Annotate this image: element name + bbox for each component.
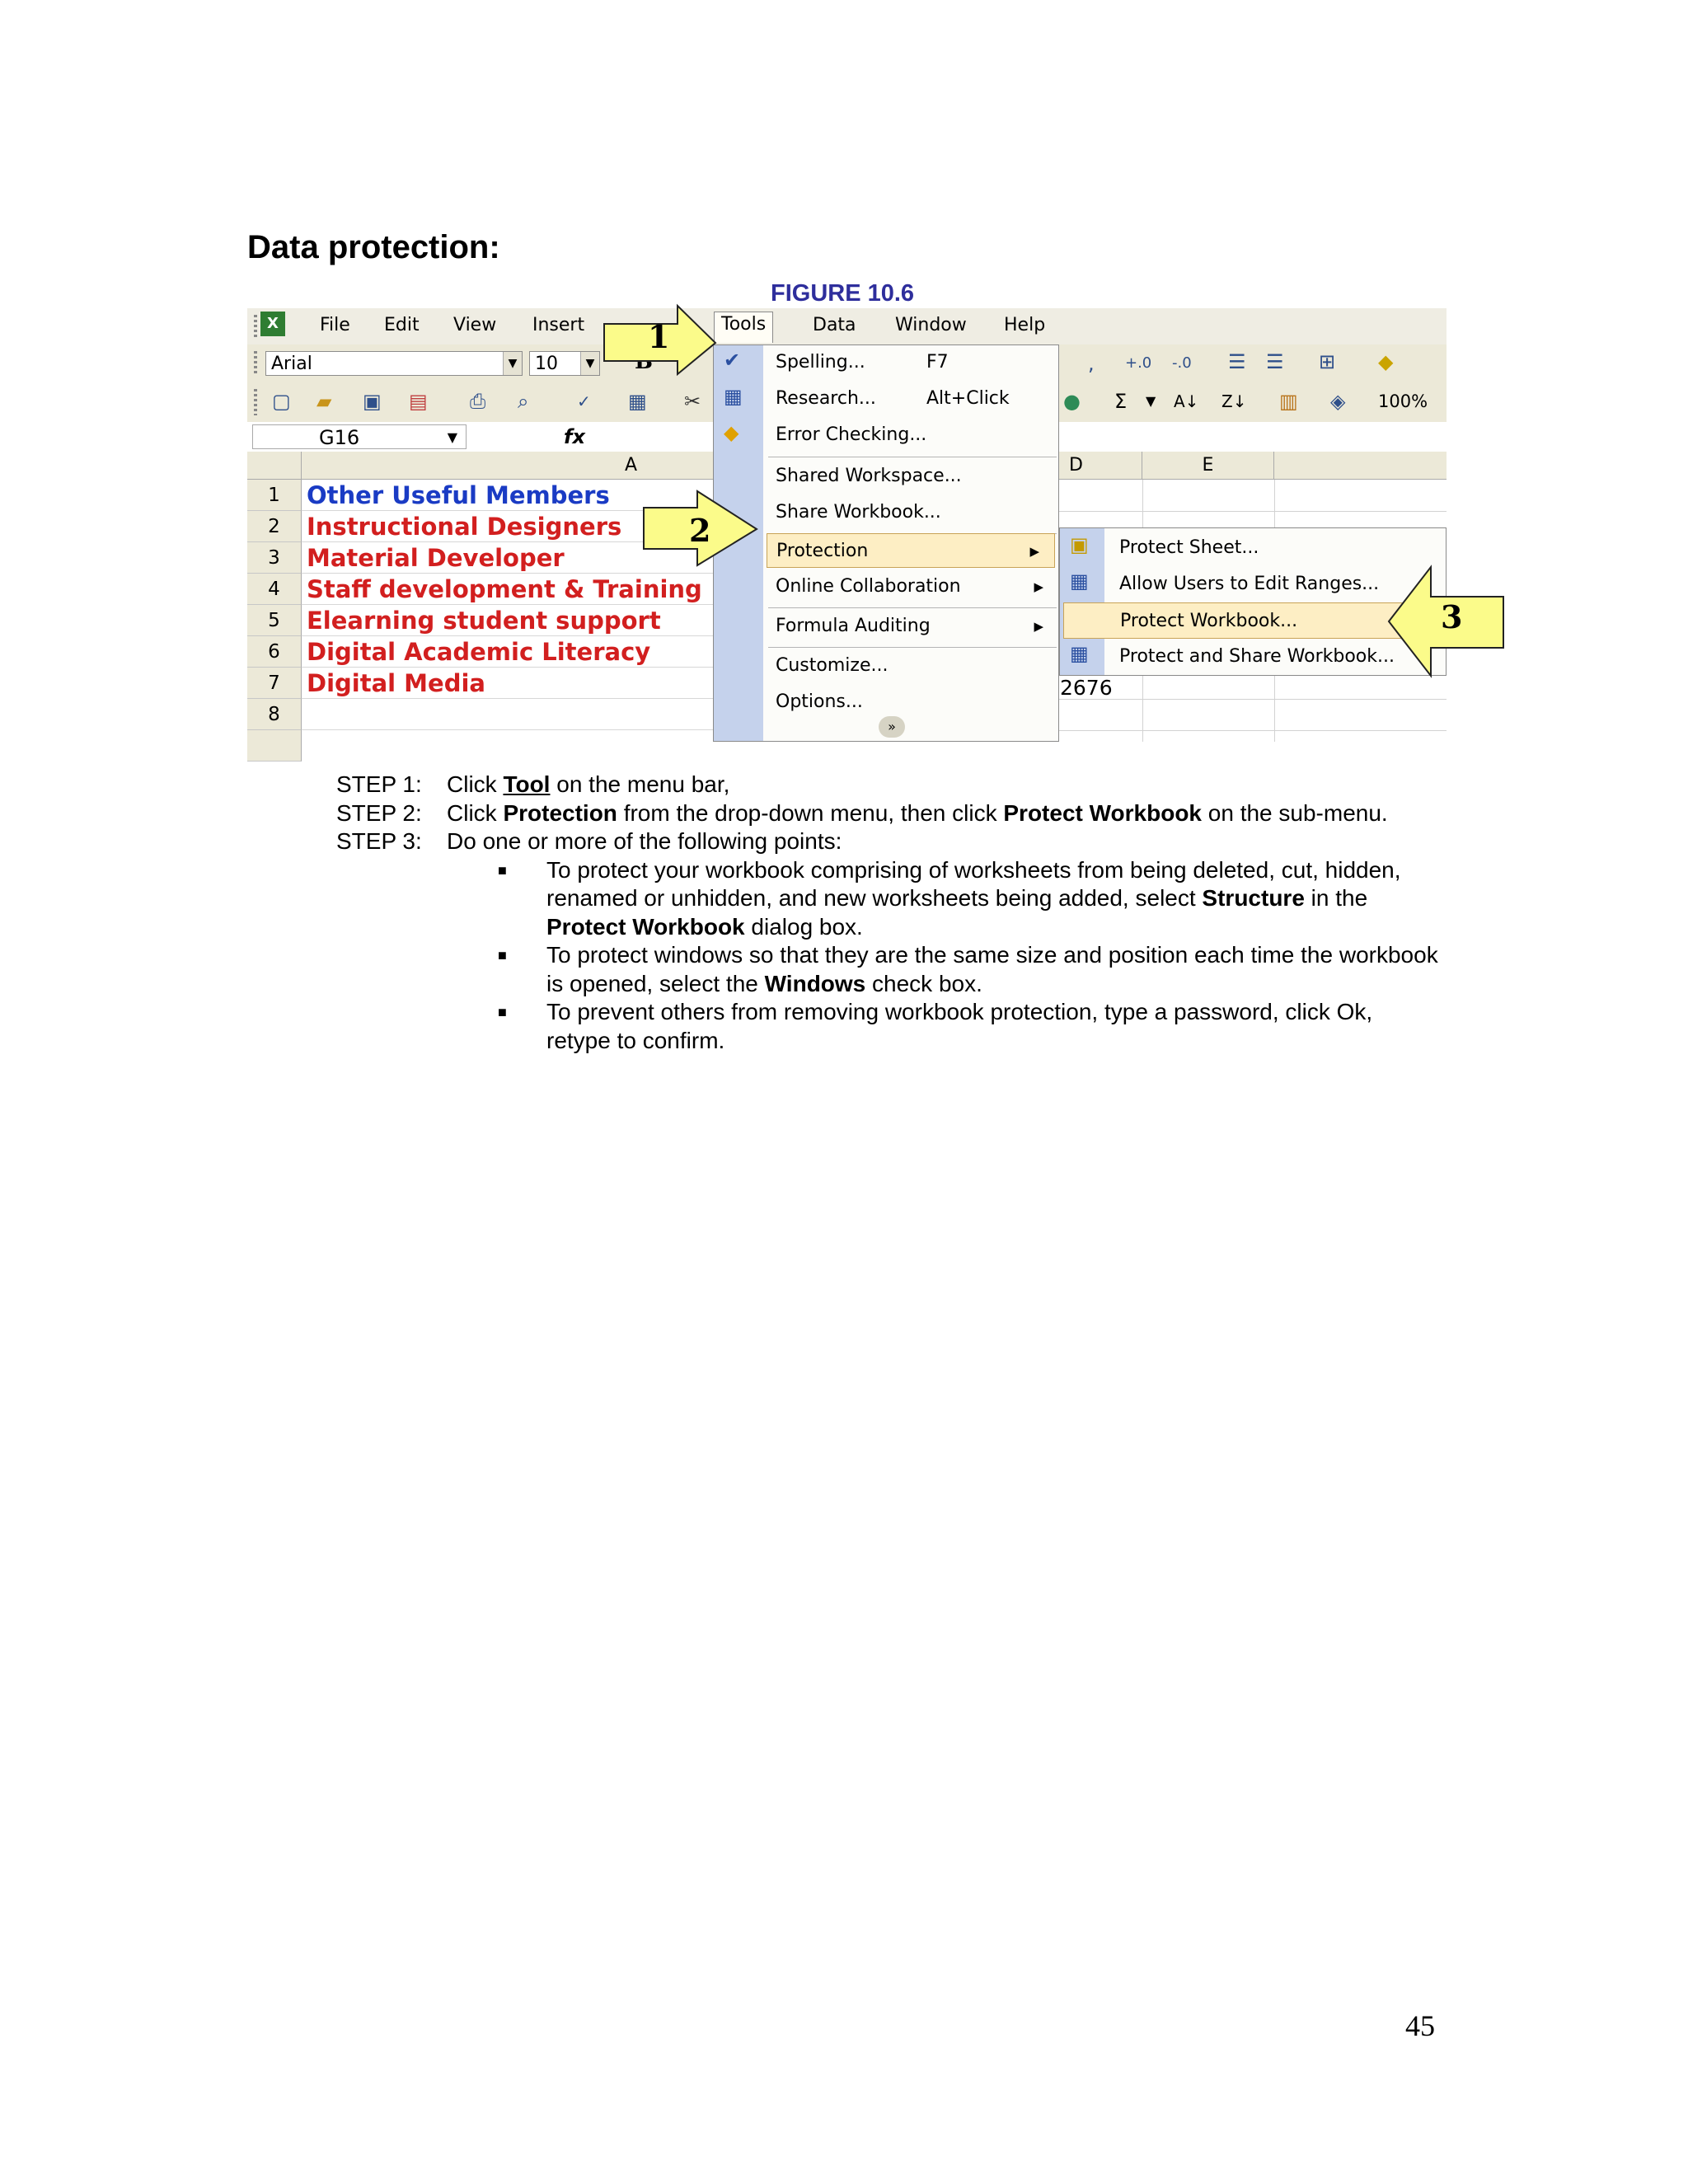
excel-app-icon: X: [260, 312, 285, 336]
column-header-a[interactable]: A: [302, 452, 961, 480]
row-header[interactable]: 6: [247, 636, 302, 668]
bullet-password: ■ To prevent others from removing workbook protection, type a password, click Ok, retype to confirm.: [498, 999, 1373, 1053]
row-header[interactable]: [247, 730, 302, 762]
spelling-icon[interactable]: ✓: [577, 391, 591, 411]
chevron-down-icon: ▼: [503, 352, 522, 375]
research-icon: ▦: [724, 385, 743, 408]
callout-number-3: 3: [1441, 598, 1463, 635]
bullet-windows: ■ To protect windows so that they are the same size and position each time the workbook is opened, select the Windows check box.: [498, 942, 1438, 996]
select-all-corner[interactable]: [247, 452, 302, 480]
new-document-icon[interactable]: ▢: [272, 390, 291, 413]
menu-item-formula-auditing[interactable]: Formula Auditing ▶: [763, 609, 1058, 644]
protect-sheet-icon: ▣: [1070, 533, 1089, 556]
autosum-icon[interactable]: Σ: [1114, 390, 1128, 413]
print-icon[interactable]: ⎙: [470, 390, 486, 413]
increase-indent-icon[interactable]: ☰: [1266, 350, 1284, 373]
step-1: STEP 1: Click Tool on the menu bar,: [336, 771, 730, 797]
row-header[interactable]: 3: [247, 542, 302, 574]
menu-item-customize[interactable]: Customize...: [776, 655, 889, 676]
chevron-down-icon: ▼: [580, 352, 599, 375]
cell-a4[interactable]: Staff development & Training: [302, 574, 961, 605]
menu-edit[interactable]: Edit: [384, 315, 420, 335]
name-box[interactable]: G16 ▼: [252, 424, 467, 449]
decrease-indent-icon[interactable]: ☰: [1228, 350, 1246, 373]
column-header-d[interactable]: D: [1010, 452, 1142, 480]
submenu-arrow-icon: ▶: [1034, 619, 1043, 634]
page-heading: Data protection:: [247, 229, 500, 265]
fill-color-icon[interactable]: ◆: [1378, 350, 1394, 373]
step-2: STEP 2: Click Protection from the drop-down menu, then click Protect Workbook on the sub-menu.: [336, 799, 1388, 826]
row-header[interactable]: 4: [247, 574, 302, 605]
protect-share-icon: ▦: [1070, 642, 1089, 665]
submenu-item-allow-users[interactable]: Allow Users to Edit Ranges...: [1119, 574, 1380, 594]
cell-a6[interactable]: Digital Academic Literacy: [302, 636, 961, 668]
row-header[interactable]: 5: [247, 605, 302, 636]
decrease-decimal-icon[interactable]: -.0: [1172, 354, 1192, 372]
steps-section: [336, 771, 1441, 1055]
column-header-e[interactable]: E: [1142, 452, 1274, 480]
fx-icon[interactable]: fx: [564, 425, 585, 448]
font-name-select[interactable]: Arial ▼: [265, 351, 523, 376]
open-folder-icon[interactable]: ▰: [316, 390, 332, 413]
menu-item-spelling[interactable]: Spelling... F7: [776, 352, 949, 373]
sort-ascending-icon[interactable]: A↓: [1174, 391, 1199, 411]
menu-view[interactable]: View: [453, 315, 497, 335]
menu-item-options[interactable]: Options...: [776, 691, 863, 712]
save-icon[interactable]: ▣: [363, 390, 382, 413]
step-3: STEP 3: Do one or more of the following points:: [336, 828, 842, 854]
research-icon[interactable]: ▦: [628, 390, 647, 413]
increase-decimal-icon[interactable]: +.0: [1125, 354, 1152, 372]
column-header-f[interactable]: [1274, 452, 1447, 480]
menu-insert[interactable]: Insert: [532, 315, 585, 335]
figure-label: FIGURE 10.6: [771, 280, 915, 307]
menu-item-error-checking[interactable]: Error Checking...: [776, 424, 927, 445]
menu-item-share-workbook[interactable]: Share Workbook...: [776, 502, 941, 523]
cell-a1[interactable]: Other Useful Members: [302, 480, 961, 511]
menu-bar: [247, 308, 1447, 345]
allow-users-icon: ▦: [1070, 569, 1089, 593]
menu-item-online-collaboration[interactable]: Online Collaboration ▶: [763, 569, 1058, 604]
chevron-down-icon[interactable]: ▼: [1146, 393, 1156, 409]
error-checking-icon: ◆: [724, 421, 739, 444]
menu-window[interactable]: Window: [895, 315, 967, 335]
cut-icon[interactable]: ✂: [684, 390, 701, 413]
font-size-select[interactable]: 10 ▼: [529, 351, 600, 376]
sort-descending-icon[interactable]: Z↓: [1221, 391, 1247, 411]
chart-wizard-icon[interactable]: ▥: [1279, 390, 1298, 413]
submenu-item-protect-workbook[interactable]: Protect Workbook...: [1063, 602, 1413, 639]
menu-file[interactable]: File: [320, 315, 350, 335]
hyperlink-icon[interactable]: ●: [1063, 390, 1081, 413]
cell-a2[interactable]: Instructional Designers: [302, 511, 961, 542]
row-header[interactable]: 2: [247, 511, 302, 542]
row-header[interactable]: 7: [247, 668, 302, 699]
menu-data[interactable]: Data: [813, 315, 856, 335]
spelling-icon: ✔: [724, 349, 741, 372]
cell-c7-value[interactable]: 2676: [1060, 676, 1113, 700]
cell-a5[interactable]: Elearning student support: [302, 605, 961, 636]
row-header[interactable]: 8: [247, 699, 302, 730]
submenu-arrow-icon: ▶: [1029, 544, 1039, 559]
cell-a3[interactable]: Material Developer: [302, 542, 961, 574]
borders-icon[interactable]: ⊞: [1319, 350, 1336, 373]
print-preview-icon[interactable]: ⌕: [518, 390, 529, 413]
zoom-level[interactable]: 100%: [1378, 391, 1428, 411]
menu-item-protection[interactable]: Protection ▶: [767, 533, 1055, 568]
menu-tools[interactable]: Tools: [714, 312, 773, 343]
row-header[interactable]: 1: [247, 480, 302, 511]
menu-help[interactable]: Help: [1004, 315, 1046, 335]
tools-menu: [713, 344, 1059, 742]
bullet-structure: ■ To protect your workbook comprising of worksheets from being deleted, cut, hidden, renamed or unhidden, and new worksheets being added, select Structure in the Protect Workbook dialog box.: [498, 856, 1401, 940]
expand-menu-icon[interactable]: »: [879, 716, 905, 738]
excel-screenshot: [247, 308, 1463, 742]
menu-item-research[interactable]: Research... Alt+Click: [776, 388, 1010, 409]
drawing-icon[interactable]: ◈: [1330, 390, 1346, 413]
page-number: 45: [1405, 2009, 1435, 2042]
callout-number-2: 2: [689, 512, 711, 549]
comma-style-icon[interactable]: ,: [1088, 352, 1095, 375]
callout-number-1: 1: [648, 318, 670, 355]
submenu-item-protect-share[interactable]: Protect and Share Workbook...: [1119, 646, 1395, 667]
permission-icon[interactable]: ▤: [409, 390, 428, 413]
chevron-down-icon: ▼: [447, 429, 457, 445]
submenu-arrow-icon: ▶: [1034, 579, 1043, 594]
cell-a7[interactable]: Digital Media: [302, 668, 961, 699]
submenu-item-protect-sheet[interactable]: Protect Sheet...: [1119, 537, 1259, 558]
menu-item-shared-workspace[interactable]: Shared Workspace...: [776, 466, 962, 486]
